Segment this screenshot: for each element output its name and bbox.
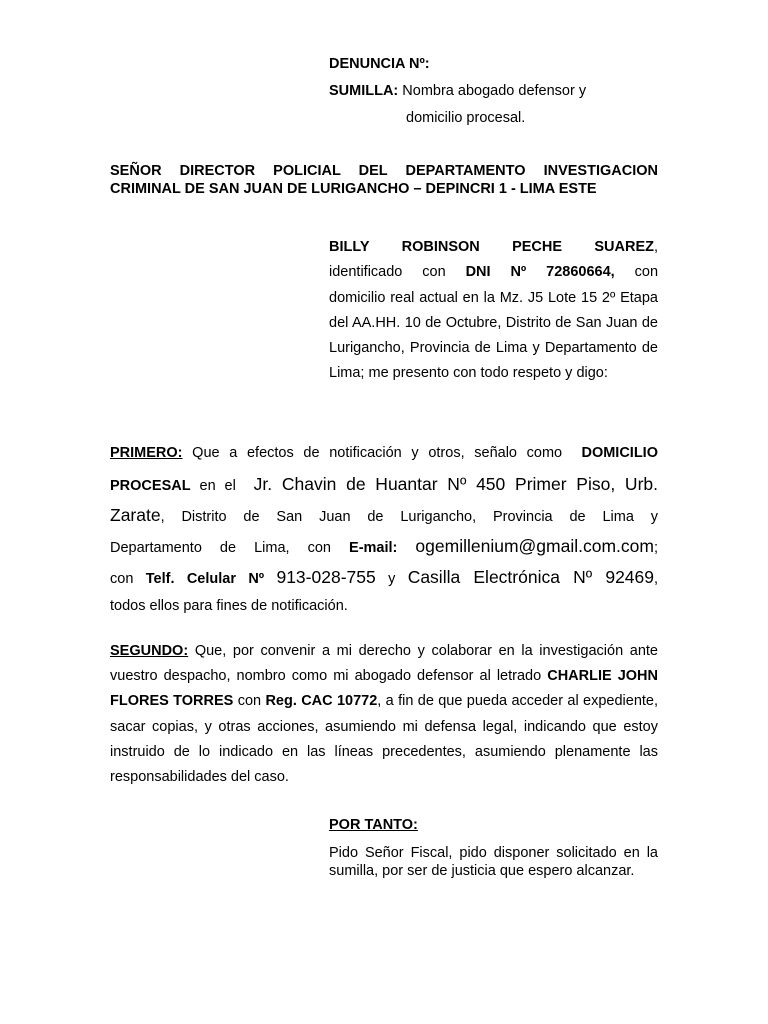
- primero-procesal: PROCESAL: [110, 478, 191, 494]
- primero-label: PRIMERO:: [110, 445, 183, 461]
- addressee: [110, 162, 658, 198]
- por-tanto-section: [329, 816, 658, 880]
- sumilla-text: Nombra abogado defensor y: [402, 83, 587, 99]
- primero-line-4: [110, 531, 658, 562]
- primero-comma: ,: [654, 571, 659, 587]
- presenter-con: con: [634, 264, 659, 281]
- primero-semicolon: ;: [653, 540, 658, 556]
- primero-line-3: [110, 500, 658, 531]
- sumilla-label: SUMILLA:: [329, 83, 399, 99]
- presenter-comma: ,: [653, 239, 658, 255]
- primero-text-2: , Distrito de San Juan de Lurigancho, Provincia de Lima y: [160, 509, 658, 525]
- primero-text-3: Departamento de Lima, con: [110, 540, 331, 556]
- presenter-name: BILLY ROBINSON PECHE SUAREZ: [329, 239, 654, 255]
- addressee-line-1: SEÑOR DIRECTOR POLICIAL DEL DEPARTAMENTO INVESTIGACION: [110, 163, 658, 179]
- primero-con: con: [110, 571, 134, 587]
- primero-address-2: Zarate: [110, 505, 161, 525]
- por-tanto-label: POR TANTO:: [329, 817, 418, 833]
- primero-domicilio: DOMICILIO: [581, 445, 658, 461]
- addressee-line-2: CRIMINAL DE SAN JUAN DE LURIGANCHO – DEPINCRI 1 - LIMA ESTE: [110, 181, 597, 197]
- presenter-identified: identificado con: [329, 264, 446, 281]
- primero-email: ogemillenium@gmail.com.com: [415, 536, 654, 556]
- primero-address-1: Jr. Chavin de Huantar Nº 450 Primer Piso, Urb.: [253, 474, 658, 494]
- segundo-text-2: , a fin de que pueda acceder al expediente, sacar copias, y otras acciones, asumiendo mi defensa legal, indicando que estoy instruido de lo indicado en las líneas precedentes, asumiendo plenamente las responsabilidades del caso.: [110, 693, 659, 786]
- primero-casilla: Casilla Electrónica Nº 92469: [407, 567, 655, 587]
- primero-y: y: [388, 571, 396, 587]
- primero-phone: 913-028-755: [276, 567, 376, 587]
- primero-line-2: [110, 469, 658, 500]
- document-header: [329, 51, 629, 132]
- presenter-name-line: [329, 235, 658, 260]
- sumilla-continuation: [329, 105, 629, 132]
- segundo-paragraph: [110, 639, 658, 790]
- segundo-reg: Reg. CAC 10772: [265, 693, 378, 710]
- primero-text-1: Que a efectos de notificación y otros, señalo como: [192, 445, 563, 461]
- primero-email-label: E-mail:: [349, 540, 398, 556]
- segundo-text-1: Que, por convenir a mi derecho y colaborar en la investigación ante vuestro despacho, nombro como mi abogado defensor al letrado: [110, 643, 658, 685]
- presenter-body: domicilio real actual en la Mz. J5 Lote 15 2º Etapa del AA.HH. 10 de Octubre, Distrito de San Juan de Lurigancho, Provincia de Lima y Departamento de Lima; me presento con todo respeto y digo:: [329, 289, 658, 382]
- denuncia-label: DENUNCIA Nº:: [329, 56, 430, 72]
- sumilla-text-2: domicilio procesal.: [406, 110, 526, 126]
- denuncia-line: [329, 51, 629, 78]
- presenter-dni: DNI Nº 72860664,: [465, 264, 615, 281]
- primero-line-1: [110, 438, 658, 469]
- segundo-lawyer: CHARLIE JOHN FLORES TORRES: [110, 668, 658, 710]
- presenter-paragraph: [329, 235, 658, 387]
- primero-en-el: en el: [199, 478, 236, 494]
- segundo-label: SEGUNDO:: [110, 643, 189, 659]
- primero-paragraph: [110, 438, 658, 619]
- sumilla-line: [329, 78, 629, 105]
- primero-phone-label: Telf. Celular Nº: [145, 571, 265, 587]
- por-tanto-text: Pido Señor Fiscal, pido disponer solicitado en la sumilla, por ser de justicia que espero alcanzar.: [329, 845, 658, 879]
- segundo-con: con: [237, 693, 262, 710]
- primero-text-4: todos ellos para fines de notificación.: [110, 598, 348, 614]
- presenter-id-line: [329, 260, 658, 285]
- primero-line-5: [110, 562, 658, 593]
